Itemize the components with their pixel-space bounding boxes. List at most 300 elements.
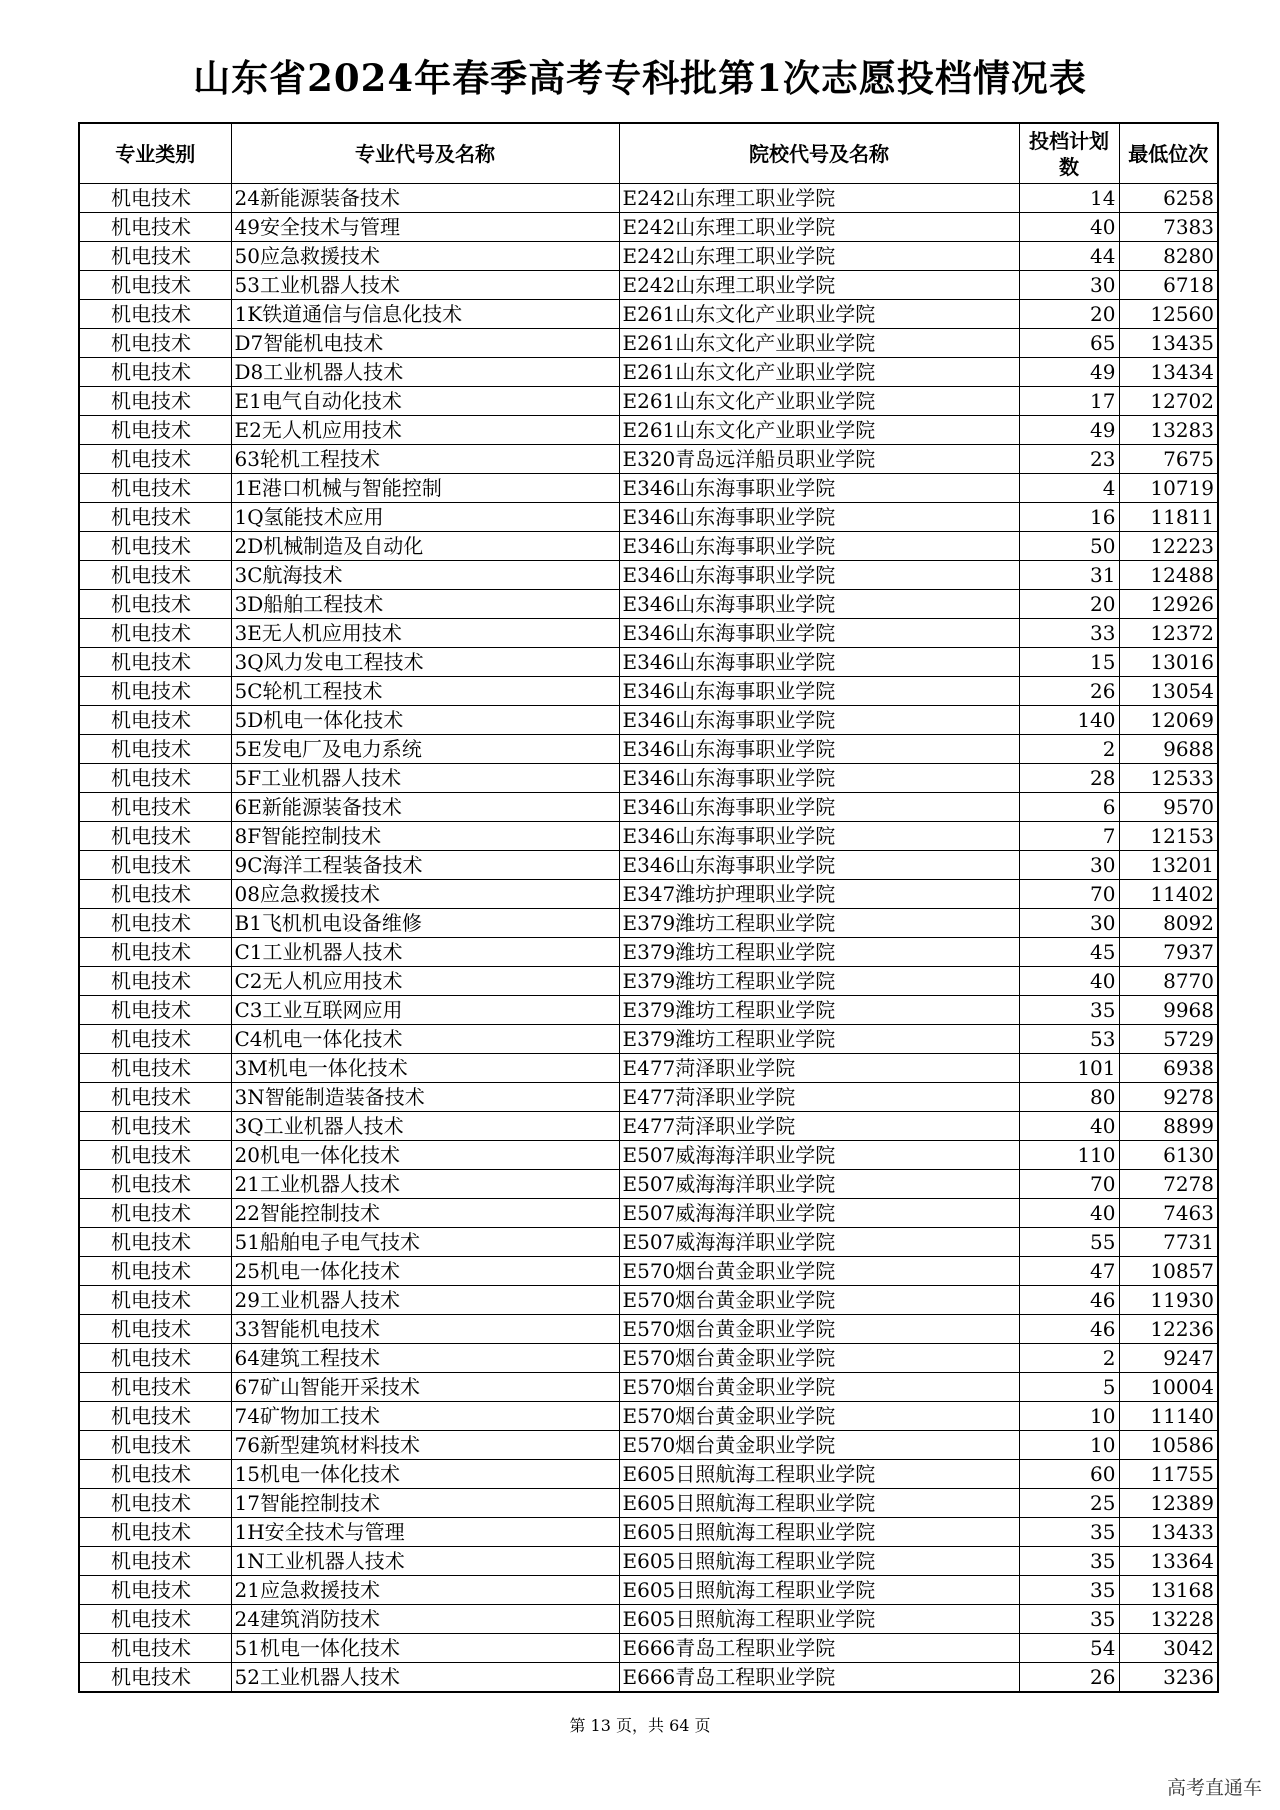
cell-major: 2D机械制造及自动化	[231, 532, 619, 561]
cell-category: 机电技术	[79, 764, 231, 793]
cell-plan: 28	[1019, 764, 1119, 793]
cell-plan: 7	[1019, 822, 1119, 851]
cell-school: E261山东文化产业职业学院	[619, 387, 1019, 416]
cell-plan: 23	[1019, 445, 1119, 474]
cell-rank: 12389	[1119, 1489, 1218, 1518]
cell-major: 1H安全技术与管理	[231, 1518, 619, 1547]
cell-major: 24新能源装备技术	[231, 184, 619, 213]
cell-plan: 45	[1019, 938, 1119, 967]
cell-major: 8F智能控制技术	[231, 822, 619, 851]
cell-school: E605日照航海工程职业学院	[619, 1518, 1019, 1547]
cell-rank: 8770	[1119, 967, 1218, 996]
cell-rank: 8280	[1119, 242, 1218, 271]
table-row	[79, 1112, 1218, 1141]
cell-rank: 13201	[1119, 851, 1218, 880]
cell-plan: 70	[1019, 880, 1119, 909]
cell-category: 机电技术	[79, 1663, 231, 1693]
cell-major: E2无人机应用技术	[231, 416, 619, 445]
table-row	[79, 909, 1218, 938]
cell-major: B1飞机机电设备维修	[231, 909, 619, 938]
cell-rank: 13283	[1119, 416, 1218, 445]
cell-rank: 10719	[1119, 474, 1218, 503]
cell-school: E346山东海事职业学院	[619, 648, 1019, 677]
cell-rank: 7675	[1119, 445, 1218, 474]
cell-plan: 60	[1019, 1460, 1119, 1489]
table-row	[79, 706, 1218, 735]
cell-category: 机电技术	[79, 387, 231, 416]
table-row	[79, 561, 1218, 590]
cell-rank: 11140	[1119, 1402, 1218, 1431]
cell-category: 机电技术	[79, 329, 231, 358]
cell-category: 机电技术	[79, 1518, 231, 1547]
table-row	[79, 880, 1218, 909]
cell-major: 3Q风力发电工程技术	[231, 648, 619, 677]
table-row	[79, 648, 1218, 677]
cell-category: 机电技术	[79, 909, 231, 938]
cell-plan: 35	[1019, 1605, 1119, 1634]
cell-school: E477菏泽职业学院	[619, 1083, 1019, 1112]
cell-major: 1E港口机械与智能控制	[231, 474, 619, 503]
cell-category: 机电技术	[79, 1576, 231, 1605]
cell-plan: 40	[1019, 967, 1119, 996]
cell-category: 机电技术	[79, 1228, 231, 1257]
watermark: 高考直通车	[1166, 1777, 1262, 1799]
cell-major: 21应急救援技术	[231, 1576, 619, 1605]
cell-plan: 49	[1019, 416, 1119, 445]
cell-category: 机电技术	[79, 1257, 231, 1286]
cell-rank: 7383	[1119, 213, 1218, 242]
cell-school: E605日照航海工程职业学院	[619, 1460, 1019, 1489]
cell-major: 22智能控制技术	[231, 1199, 619, 1228]
cell-rank: 12702	[1119, 387, 1218, 416]
cell-major: 64建筑工程技术	[231, 1344, 619, 1373]
cell-category: 机电技术	[79, 996, 231, 1025]
cell-rank: 11755	[1119, 1460, 1218, 1489]
table-row	[79, 1460, 1218, 1489]
cell-rank: 9968	[1119, 996, 1218, 1025]
cell-school: E261山东文化产业职业学院	[619, 416, 1019, 445]
cell-school: E570烟台黄金职业学院	[619, 1373, 1019, 1402]
cell-plan: 35	[1019, 1547, 1119, 1576]
cell-major: 1N工业机器人技术	[231, 1547, 619, 1576]
cell-rank: 8899	[1119, 1112, 1218, 1141]
cell-category: 机电技术	[79, 1112, 231, 1141]
cell-plan: 25	[1019, 1489, 1119, 1518]
cell-plan: 101	[1019, 1054, 1119, 1083]
cell-school: E605日照航海工程职业学院	[619, 1547, 1019, 1576]
cell-plan: 50	[1019, 532, 1119, 561]
cell-major: 33智能机电技术	[231, 1315, 619, 1344]
cell-major: 3Q工业机器人技术	[231, 1112, 619, 1141]
cell-plan: 2	[1019, 1344, 1119, 1373]
table-row	[79, 1373, 1218, 1402]
cell-category: 机电技术	[79, 1170, 231, 1199]
cell-plan: 110	[1019, 1141, 1119, 1170]
table-row	[79, 793, 1218, 822]
cell-category: 机电技术	[79, 1489, 231, 1518]
cell-major: 49安全技术与管理	[231, 213, 619, 242]
cell-school: E507威海海洋职业学院	[619, 1141, 1019, 1170]
cell-major: E1电气自动化技术	[231, 387, 619, 416]
cell-plan: 54	[1019, 1634, 1119, 1663]
cell-category: 机电技术	[79, 271, 231, 300]
cell-rank: 13434	[1119, 358, 1218, 387]
cell-plan: 20	[1019, 300, 1119, 329]
cell-major: 63轮机工程技术	[231, 445, 619, 474]
cell-rank: 6718	[1119, 271, 1218, 300]
cell-school: E666青岛工程职业学院	[619, 1634, 1019, 1663]
cell-major: 3N智能制造装备技术	[231, 1083, 619, 1112]
cell-major: 08应急救援技术	[231, 880, 619, 909]
table-row	[79, 532, 1218, 561]
cell-rank: 12926	[1119, 590, 1218, 619]
cell-rank: 13228	[1119, 1605, 1218, 1634]
cell-major: C4机电一体化技术	[231, 1025, 619, 1054]
cell-school: E346山东海事职业学院	[619, 706, 1019, 735]
cell-major: 1K铁道通信与信息化技术	[231, 300, 619, 329]
page-title: 山东省2024年春季高考专科批第1次志愿投档情况表	[193, 56, 1087, 100]
table-row	[79, 1054, 1218, 1083]
cell-rank: 11930	[1119, 1286, 1218, 1315]
table-row	[79, 1489, 1218, 1518]
cell-major: 9C海洋工程装备技术	[231, 851, 619, 880]
table-row	[79, 1141, 1218, 1170]
table-row	[79, 619, 1218, 648]
cell-rank: 6130	[1119, 1141, 1218, 1170]
cell-plan: 6	[1019, 793, 1119, 822]
table-row	[79, 213, 1218, 242]
cell-school: E379潍坊工程职业学院	[619, 909, 1019, 938]
header-rank: 最低位次	[1119, 123, 1218, 184]
cell-major: 3C航海技术	[231, 561, 619, 590]
cell-school: E379潍坊工程职业学院	[619, 938, 1019, 967]
cell-school: E261山东文化产业职业学院	[619, 329, 1019, 358]
cell-school: E346山东海事职业学院	[619, 764, 1019, 793]
cell-rank: 6938	[1119, 1054, 1218, 1083]
cell-plan: 14	[1019, 184, 1119, 213]
cell-school: E570烟台黄金职业学院	[619, 1315, 1019, 1344]
cell-plan: 17	[1019, 387, 1119, 416]
cell-school: E346山东海事职业学院	[619, 822, 1019, 851]
table-row	[79, 1518, 1218, 1547]
table-row	[79, 735, 1218, 764]
cell-school: E570烟台黄金职业学院	[619, 1286, 1019, 1315]
cell-plan: 26	[1019, 1663, 1119, 1693]
cell-school: E477菏泽职业学院	[619, 1054, 1019, 1083]
table-row	[79, 1576, 1218, 1605]
cell-school: E346山东海事职业学院	[619, 677, 1019, 706]
cell-rank: 11402	[1119, 880, 1218, 909]
cell-plan: 55	[1019, 1228, 1119, 1257]
cell-plan: 40	[1019, 1199, 1119, 1228]
cell-rank: 13054	[1119, 677, 1218, 706]
table-row	[79, 271, 1218, 300]
cell-plan: 35	[1019, 996, 1119, 1025]
table-row	[79, 503, 1218, 532]
table-row	[79, 1344, 1218, 1373]
cell-category: 机电技术	[79, 474, 231, 503]
cell-major: 5F工业机器人技术	[231, 764, 619, 793]
cell-rank: 12223	[1119, 532, 1218, 561]
table-row	[79, 300, 1218, 329]
cell-major: 5C轮机工程技术	[231, 677, 619, 706]
cell-major: 1Q氢能技术应用	[231, 503, 619, 532]
table-row	[79, 996, 1218, 1025]
cell-rank: 3042	[1119, 1634, 1218, 1663]
cell-plan: 44	[1019, 242, 1119, 271]
cell-rank: 12372	[1119, 619, 1218, 648]
cell-category: 机电技术	[79, 822, 231, 851]
cell-major: C3工业互联网应用	[231, 996, 619, 1025]
cell-rank: 12533	[1119, 764, 1218, 793]
cell-school: E261山东文化产业职业学院	[619, 358, 1019, 387]
cell-category: 机电技术	[79, 1605, 231, 1634]
cell-school: E242山东理工职业学院	[619, 184, 1019, 213]
cell-school: E507威海海洋职业学院	[619, 1170, 1019, 1199]
cell-major: 50应急救援技术	[231, 242, 619, 271]
cell-school: E570烟台黄金职业学院	[619, 1402, 1019, 1431]
cell-school: E346山东海事职业学院	[619, 474, 1019, 503]
cell-school: E347潍坊护理职业学院	[619, 880, 1019, 909]
table-row	[79, 1257, 1218, 1286]
cell-school: E346山东海事职业学院	[619, 561, 1019, 590]
page-footer: 第 13 页，共 64 页	[569, 1716, 711, 1735]
cell-category: 机电技术	[79, 1054, 231, 1083]
table-row	[79, 474, 1218, 503]
cell-major: 15机电一体化技术	[231, 1460, 619, 1489]
cell-category: 机电技术	[79, 1402, 231, 1431]
cell-plan: 46	[1019, 1315, 1119, 1344]
cell-school: E570烟台黄金职业学院	[619, 1257, 1019, 1286]
cell-plan: 53	[1019, 1025, 1119, 1054]
cell-rank: 10004	[1119, 1373, 1218, 1402]
cell-plan: 16	[1019, 503, 1119, 532]
cell-rank: 7278	[1119, 1170, 1218, 1199]
cell-school: E605日照航海工程职业学院	[619, 1605, 1019, 1634]
cell-major: 53工业机器人技术	[231, 271, 619, 300]
table-row	[79, 242, 1218, 271]
cell-category: 机电技术	[79, 648, 231, 677]
cell-category: 机电技术	[79, 532, 231, 561]
cell-category: 机电技术	[79, 1141, 231, 1170]
cell-major: 21工业机器人技术	[231, 1170, 619, 1199]
cell-school: E570烟台黄金职业学院	[619, 1431, 1019, 1460]
cell-category: 机电技术	[79, 358, 231, 387]
cell-plan: 49	[1019, 358, 1119, 387]
cell-major: C1工业机器人技术	[231, 938, 619, 967]
cell-rank: 12560	[1119, 300, 1218, 329]
cell-rank: 9688	[1119, 735, 1218, 764]
table-row	[79, 1170, 1218, 1199]
cell-category: 机电技术	[79, 184, 231, 213]
cell-major: 67矿山智能开采技术	[231, 1373, 619, 1402]
header-category: 专业类别	[79, 123, 231, 184]
cell-plan: 26	[1019, 677, 1119, 706]
cell-rank: 9570	[1119, 793, 1218, 822]
cell-plan: 33	[1019, 619, 1119, 648]
cell-category: 机电技术	[79, 1083, 231, 1112]
cell-major: D7智能机电技术	[231, 329, 619, 358]
table-row	[79, 938, 1218, 967]
cell-school: E261山东文化产业职业学院	[619, 300, 1019, 329]
cell-rank: 7937	[1119, 938, 1218, 967]
cell-rank: 10857	[1119, 1257, 1218, 1286]
header-school: 院校代号及名称	[619, 123, 1019, 184]
table-row	[79, 1199, 1218, 1228]
cell-rank: 12069	[1119, 706, 1218, 735]
cell-category: 机电技术	[79, 1286, 231, 1315]
cell-school: E379潍坊工程职业学院	[619, 996, 1019, 1025]
cell-plan: 140	[1019, 706, 1119, 735]
cell-category: 机电技术	[79, 213, 231, 242]
cell-plan: 2	[1019, 735, 1119, 764]
cell-category: 机电技术	[79, 590, 231, 619]
cell-category: 机电技术	[79, 1315, 231, 1344]
cell-rank: 13016	[1119, 648, 1218, 677]
cell-category: 机电技术	[79, 503, 231, 532]
cell-plan: 35	[1019, 1518, 1119, 1547]
table-row	[79, 1663, 1218, 1693]
table-row	[79, 967, 1218, 996]
cell-plan: 35	[1019, 1576, 1119, 1605]
cell-school: E242山东理工职业学院	[619, 242, 1019, 271]
cell-school: E346山东海事职业学院	[619, 619, 1019, 648]
table-row	[79, 1025, 1218, 1054]
cell-major: 17智能控制技术	[231, 1489, 619, 1518]
table-row	[79, 416, 1218, 445]
table-row	[79, 1634, 1218, 1663]
cell-rank: 12236	[1119, 1315, 1218, 1344]
cell-category: 机电技术	[79, 445, 231, 474]
cell-school: E570烟台黄金职业学院	[619, 1344, 1019, 1373]
cell-school: E320青岛远洋船员职业学院	[619, 445, 1019, 474]
table-row	[79, 184, 1218, 213]
cell-school: E477菏泽职业学院	[619, 1112, 1019, 1141]
cell-school: E242山东理工职业学院	[619, 271, 1019, 300]
cell-rank: 9247	[1119, 1344, 1218, 1373]
cell-school: E346山东海事职业学院	[619, 503, 1019, 532]
cell-category: 机电技术	[79, 416, 231, 445]
cell-category: 机电技术	[79, 1460, 231, 1489]
cell-major: 52工业机器人技术	[231, 1663, 619, 1693]
table-row	[79, 677, 1218, 706]
cell-rank: 3236	[1119, 1663, 1218, 1693]
cell-plan: 80	[1019, 1083, 1119, 1112]
cell-rank: 10586	[1119, 1431, 1218, 1460]
cell-plan: 31	[1019, 561, 1119, 590]
cell-category: 机电技术	[79, 300, 231, 329]
cell-rank: 6258	[1119, 184, 1218, 213]
cell-category: 机电技术	[79, 561, 231, 590]
cell-school: E507威海海洋职业学院	[619, 1199, 1019, 1228]
cell-rank: 12153	[1119, 822, 1218, 851]
table-row	[79, 764, 1218, 793]
cell-category: 机电技术	[79, 1547, 231, 1576]
cell-school: E379潍坊工程职业学院	[619, 1025, 1019, 1054]
cell-plan: 10	[1019, 1402, 1119, 1431]
table-row	[79, 1228, 1218, 1257]
cell-category: 机电技术	[79, 851, 231, 880]
cell-rank: 9278	[1119, 1083, 1218, 1112]
table-row	[79, 851, 1218, 880]
cell-school: E242山东理工职业学院	[619, 213, 1019, 242]
table-row	[79, 1547, 1218, 1576]
table-row	[79, 1286, 1218, 1315]
cell-plan: 15	[1019, 648, 1119, 677]
cell-major: 5E发电厂及电力系统	[231, 735, 619, 764]
cell-plan: 70	[1019, 1170, 1119, 1199]
cell-school: E666青岛工程职业学院	[619, 1663, 1019, 1693]
cell-rank: 13364	[1119, 1547, 1218, 1576]
cell-rank: 11811	[1119, 503, 1218, 532]
cell-major: 76新型建筑材料技术	[231, 1431, 619, 1460]
cell-rank: 8092	[1119, 909, 1218, 938]
cell-major: 3M机电一体化技术	[231, 1054, 619, 1083]
cell-major: 20机电一体化技术	[231, 1141, 619, 1170]
cell-plan: 40	[1019, 213, 1119, 242]
cell-category: 机电技术	[79, 242, 231, 271]
cell-rank: 13168	[1119, 1576, 1218, 1605]
table-row	[79, 387, 1218, 416]
cell-plan: 10	[1019, 1431, 1119, 1460]
cell-school: E346山东海事职业学院	[619, 851, 1019, 880]
cell-category: 机电技术	[79, 938, 231, 967]
cell-school: E346山东海事职业学院	[619, 793, 1019, 822]
header-plan: 投档计划数	[1019, 123, 1119, 184]
cell-plan: 20	[1019, 590, 1119, 619]
cell-rank: 13435	[1119, 329, 1218, 358]
cell-plan: 30	[1019, 271, 1119, 300]
cell-major: 51机电一体化技术	[231, 1634, 619, 1663]
table-row	[79, 358, 1218, 387]
cell-rank: 5729	[1119, 1025, 1218, 1054]
table-row	[79, 1083, 1218, 1112]
cell-plan: 4	[1019, 474, 1119, 503]
cell-major: C2无人机应用技术	[231, 967, 619, 996]
table-header-row	[79, 123, 1218, 184]
cell-category: 机电技术	[79, 880, 231, 909]
cell-rank: 7463	[1119, 1199, 1218, 1228]
cell-category: 机电技术	[79, 1431, 231, 1460]
cell-school: E507威海海洋职业学院	[619, 1228, 1019, 1257]
cell-major: D8工业机器人技术	[231, 358, 619, 387]
cell-plan: 30	[1019, 851, 1119, 880]
cell-school: E346山东海事职业学院	[619, 532, 1019, 561]
table-row	[79, 1402, 1218, 1431]
cell-school: E379潍坊工程职业学院	[619, 967, 1019, 996]
cell-category: 机电技术	[79, 1025, 231, 1054]
cell-major: 3D船舶工程技术	[231, 590, 619, 619]
cell-major: 3E无人机应用技术	[231, 619, 619, 648]
cell-category: 机电技术	[79, 1199, 231, 1228]
cell-plan: 47	[1019, 1257, 1119, 1286]
cell-major: 6E新能源装备技术	[231, 793, 619, 822]
admission-table	[78, 122, 1219, 1693]
cell-rank: 12488	[1119, 561, 1218, 590]
cell-major: 51船舶电子电气技术	[231, 1228, 619, 1257]
cell-major: 24建筑消防技术	[231, 1605, 619, 1634]
cell-category: 机电技术	[79, 1373, 231, 1402]
table-body	[79, 184, 1218, 1693]
table-row	[79, 1315, 1218, 1344]
header-major: 专业代号及名称	[231, 123, 619, 184]
cell-major: 5D机电一体化技术	[231, 706, 619, 735]
table-row	[79, 445, 1218, 474]
cell-category: 机电技术	[79, 735, 231, 764]
table-row	[79, 1605, 1218, 1634]
table-row	[79, 329, 1218, 358]
cell-major: 25机电一体化技术	[231, 1257, 619, 1286]
